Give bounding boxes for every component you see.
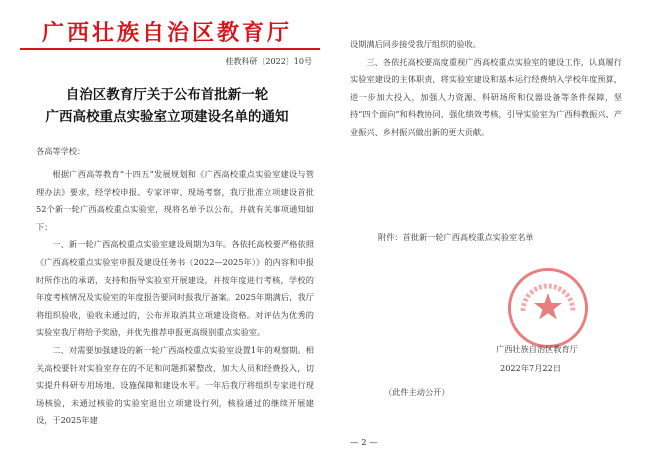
org-header-title: 广西壮族自治区教育厅 xyxy=(41,20,292,46)
item-2-continued: 设期满后同步接受我厅组织的验收。 xyxy=(350,39,482,49)
attachment-line: 附件：首批新一轮广西高校重点实验室名单 xyxy=(378,232,534,242)
page-number: — 2 — xyxy=(350,438,378,448)
seal-star-icon xyxy=(511,271,585,345)
item-3-paragraph: 三、各依托高校要高度重视广西高校重点实验室的建设工作，认真履行实验室建设的主体职责，将实验室建设和基本运行经费纳入学校年度预算，进一步加大投入，加强人力资源、科研场所和仪器设备等条件保障，坚持“四个面向”和科教协同，强化绩效考核，引导实验室为广西科教振兴、产业振兴、乡村振兴做出新的更大贡献。 xyxy=(350,56,622,137)
issue-date: 2022年7月22日 xyxy=(500,363,562,373)
salutation: 各高等学校： xyxy=(36,146,86,156)
public-release-note: （此件主动公开） xyxy=(384,387,450,397)
title-line-1: 自治区教育厅关于公布首批新一轮 xyxy=(65,87,269,103)
item-1-paragraph: 一、新一轮广西高校重点实验室建设周期为3年。各依托高校要严格依照《广西高校重点实验室申报及建设任务书（2022—2025年）》的内容和申报时所作出的承诺，支持和指导实验室开展建设，并按年度进行考核，学校的年度考核情况及实验室的年度报告要同时报我厅备案。2025年期满后，我厅将组织验收，验收未通过的，公布并取消其立项建设资格。对评估为优秀的实验室我厅将给予奖励，并优先推荐申报更高级别重点实验室。 xyxy=(36,239,314,338)
document-title xyxy=(0,84,334,128)
item-2-paragraph: 二、对需要加强建设的新一轮广西高校重点实验室设置1年的观察期。相关高校要针对实验室存在的不足和问题抓紧整改，加大人员和经费投入，切实提升科研专用场地、设施保障和建设水平。一年后我厅将组织专家进行现场核验，未通过核验的实验室退出立项建设行列，核验通过的继续开展建设，于2025年建 xyxy=(36,344,314,426)
issuer-name: 广西壮族自治区教育厅 xyxy=(496,344,578,354)
title-line-2: 广西高校重点实验室立项建设名单的通知 xyxy=(45,109,289,125)
body-left-column xyxy=(36,166,314,430)
red-divider-line xyxy=(20,48,320,50)
official-seal-stamp xyxy=(508,268,588,348)
document-number: 桂教科研〔2022〕10号 xyxy=(225,57,312,66)
intro-paragraph: 根据广西高等教育“十四五”发展规划和《广西高校重点实验室建设与管理办法》要求，经学校申报、专家评审、现场考察，我厅批准立项建设首批52个新一轮广西高校重点实验室，现将名单予以公布，并就有关事项通知如下： xyxy=(36,169,314,232)
body-right-column xyxy=(350,36,622,142)
